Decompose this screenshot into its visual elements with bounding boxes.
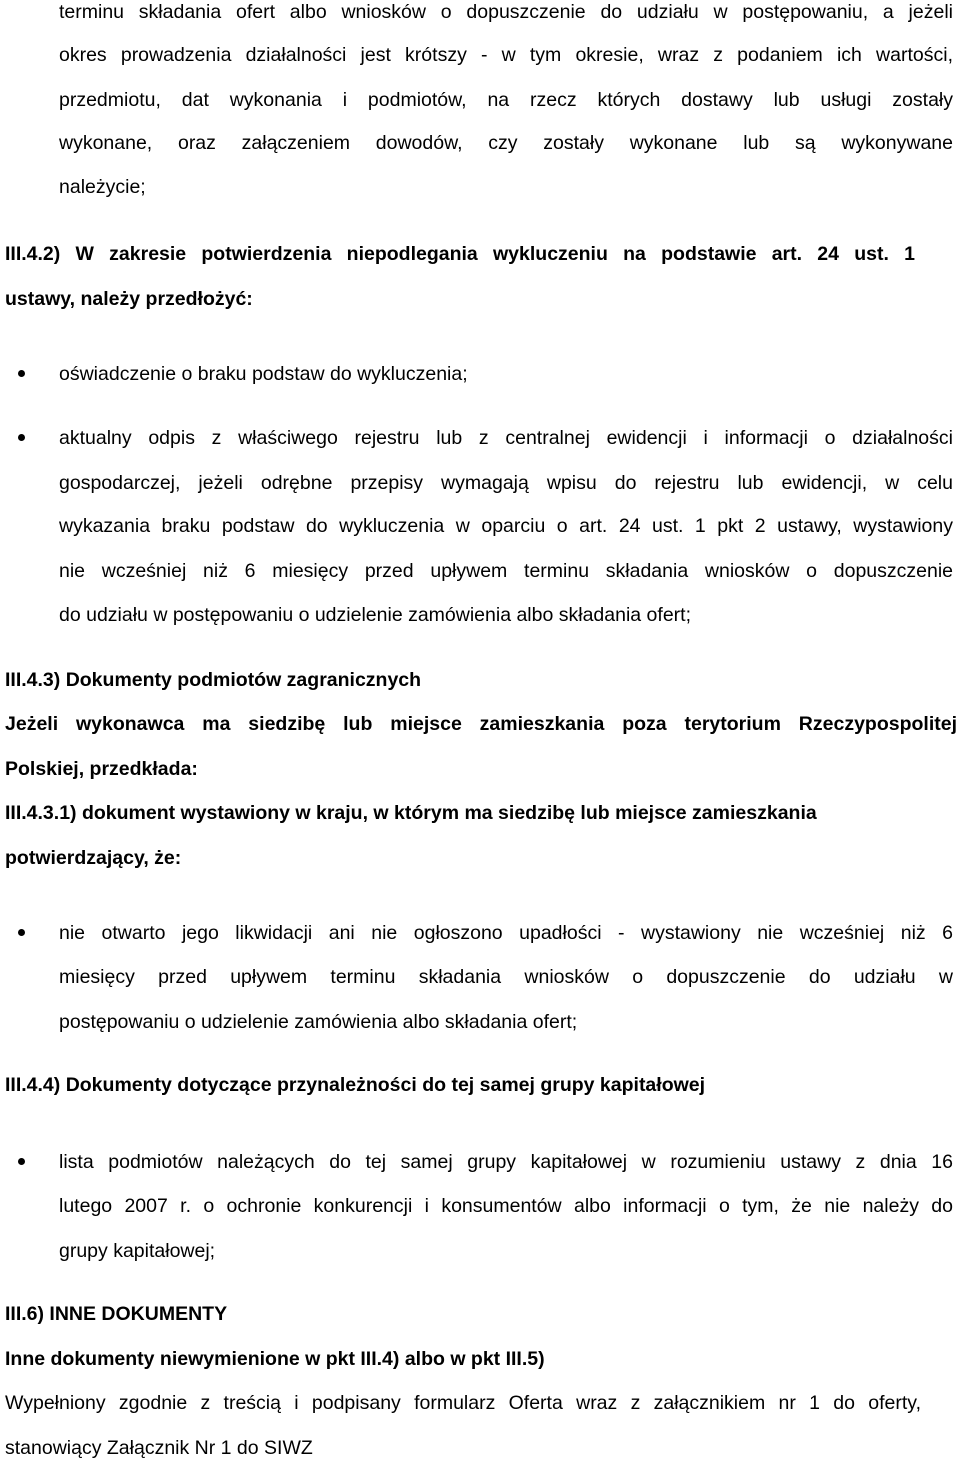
- subsection-heading: potwierdzający, że:: [5, 847, 182, 869]
- bullet-icon: [18, 929, 25, 936]
- paragraph-line: terminu składania ofert albo wniosków o dopuszczenie do udziału w postępowaniu, a jeżeli: [59, 1, 953, 23]
- paragraph-line: przedmiotu, dat wykonania i podmiotów, na rzecz których dostawy lub usługi zostały: [59, 89, 953, 111]
- list-item-line: aktualny odpis z właściwego rejestru lub z centralnej ewidencji i informacji o działalności: [59, 427, 953, 449]
- list-item-line: do udziału w postępowaniu o udzielenie zamówienia albo składania ofert;: [59, 604, 691, 626]
- paragraph-line: stanowiący Załącznik Nr 1 do SIWZ: [5, 1437, 313, 1459]
- list-item-line: nie wcześniej niż 6 miesięcy przed upływem terminu składania wniosków o dopuszczenie: [59, 560, 953, 582]
- list-item-line: lutego 2007 r. o ochronie konkurencji i konsumentów albo informacji o tym, że nie należy do: [59, 1195, 953, 1217]
- section-heading: III.4.4) Dokumenty dotyczące przynależności do tej samej grupy kapitałowej: [5, 1074, 706, 1096]
- bullet-icon: [18, 1158, 25, 1165]
- section-heading: ustawy, należy przedłożyć:: [5, 288, 253, 310]
- bullet-icon: [18, 434, 25, 441]
- section-intro: Polskiej, przedkłada:: [5, 758, 198, 780]
- bullet-icon: [18, 370, 25, 377]
- list-item-line: postępowaniu o udzielenie zamówienia albo składania ofert;: [59, 1011, 578, 1033]
- section-intro: Jeżeli wykonawca ma siedzibę lub miejsce zamieszkania poza terytorium Rzeczypospolitej: [5, 713, 957, 735]
- section-heading: III.4.2) W zakresie potwierdzenia niepodlegania wykluczeniu na podstawie art. 24 ust. 1: [5, 243, 915, 265]
- list-item-line: wykazania braku podstaw do wykluczenia w oparciu o art. 24 ust. 1 pkt 2 ustawy, wystawiony: [59, 515, 953, 537]
- list-item-line: gospodarczej, jeżeli odrębne przepisy wymagają wpisu do rejestru lub ewidencji, w celu: [59, 472, 953, 494]
- section-heading: III.6) INNE DOKUMENTY: [5, 1303, 228, 1325]
- section-heading: III.4.3) Dokumenty podmiotów zagranicznych: [5, 669, 422, 691]
- list-item-line: miesięcy przed upływem terminu składania wniosków o dopuszczenie do udziału w: [59, 966, 953, 988]
- list-item-line: grupy kapitałowej;: [59, 1240, 216, 1262]
- list-item: oświadczenie o braku podstaw do wykluczenia;: [59, 363, 468, 385]
- paragraph-line: okres prowadzenia działalności jest krótszy - w tym okresie, wraz z podaniem ich wartości,: [59, 44, 953, 66]
- subsection-heading: III.4.3.1) dokument wystawiony w kraju, w którym ma siedzibę lub miejsce zamieszkania: [5, 802, 817, 824]
- list-item-line: nie otwarto jego likwidacji ani nie ogłoszono upadłości - wystawiony nie wcześniej niż 6: [59, 922, 953, 944]
- list-item-line: lista podmiotów należących do tej samej grupy kapitałowej w rozumieniu ustawy z dnia 16: [59, 1151, 953, 1173]
- paragraph-line: należycie;: [59, 176, 146, 198]
- subsection-heading: Inne dokumenty niewymienione w pkt III.4) albo w pkt III.5): [5, 1348, 545, 1370]
- paragraph-line: Wypełniony zgodnie z treścią i podpisany formularz Oferta wraz z załącznikiem nr 1 do oferty,: [5, 1392, 921, 1414]
- paragraph-line: wykonane, oraz załączeniem dowodów, czy zostały wykonane lub są wykonywane: [59, 132, 953, 154]
